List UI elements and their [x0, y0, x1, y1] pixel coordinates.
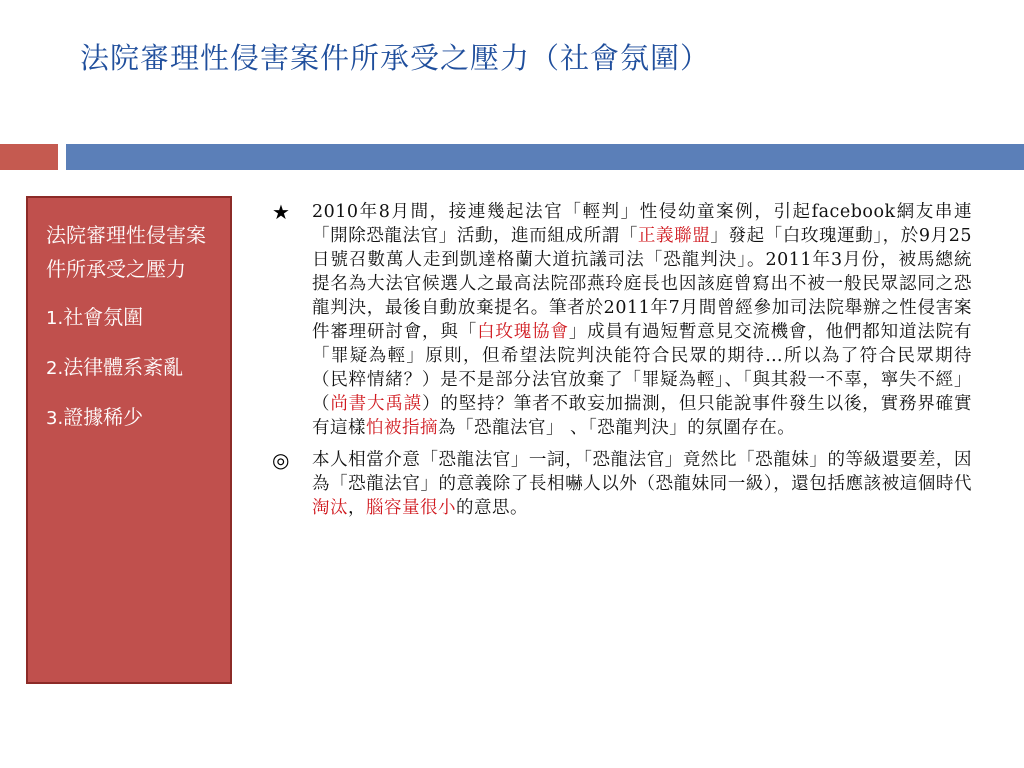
sidebar-item-number: 2. — [46, 358, 64, 379]
highlight-text: 淘汰 — [312, 498, 348, 518]
text-segment: ）的堅持？筆者不敢妄加揣測，但只能說事件發生以後，實務界確實有這樣 — [312, 394, 973, 438]
highlight-text: 尚書大禹謨 — [330, 394, 423, 414]
accent-bar-blue — [66, 144, 1024, 170]
sidebar-item-label: 法律體系紊亂 — [63, 355, 184, 379]
sidebar-item-1 — [46, 300, 216, 336]
text-segment: 為「恐龍法官」 、「恐龍判決」的氛圍存在。 — [438, 418, 796, 438]
text-segment: 本人相當介意「恐龍法官」一詞，「恐龍法官」竟然比「恐龍妹」的等級還要差，因為「恐龍法官」的意義除了長相嚇人以外（恐龍妹同一級），還包括應該被這個時代 — [312, 450, 972, 494]
text-segment: 的意思。 — [456, 498, 528, 518]
sidebar-item-number: 1. — [46, 308, 64, 329]
accent-bar-red — [0, 144, 58, 170]
highlight-text: 白玫瑰協會 — [477, 322, 569, 342]
bullet-paragraph-1 — [272, 200, 972, 440]
content-area — [272, 200, 972, 528]
slide-title: 法院審理性侵害案件所承受之壓力（社會氛圍） — [80, 41, 711, 75]
sidebar-item-3 — [46, 400, 216, 436]
highlight-text: 腦容量很小 — [366, 498, 456, 518]
paragraph-text — [312, 448, 972, 520]
sidebar-item-2 — [46, 350, 216, 386]
text-segment: ， — [348, 498, 366, 518]
highlight-text: 正義聯盟 — [637, 226, 711, 246]
sidebar-panel — [26, 196, 232, 684]
sidebar-heading: 法院審理性侵害案件所承受之壓力 — [46, 223, 206, 281]
sidebar-item-number: 3. — [46, 408, 64, 429]
paragraph-text — [312, 200, 972, 440]
bullet-paragraph-2 — [272, 448, 972, 520]
text-segment: 」發起「白玫瑰運動」，於9月25日號召數萬人走到凱達格蘭大道抗議司法「恐龍判決」。2011年3月份，被馬總統提名為大法官候選人之最高法院邵燕玲庭長也因該庭曾寫出不被一般民眾認同之恐龍判決，最後自動放棄提名。筆者於2011年7月間曾經參加司法院舉辦之性侵害案件審理研討會，與「 — [312, 226, 973, 342]
text-segment: 2010年8月間，接連幾起法官「輕判」性侵幼童案例，引起facebook網友串連「開除恐龍法官」活動，進而組成所謂「 — [312, 202, 972, 246]
double-circle-icon: ◎ — [272, 448, 290, 472]
sidebar-item-label: 證據稀少 — [63, 405, 144, 429]
star-icon: ★ — [272, 200, 290, 224]
highlight-text: 怕被指摘 — [366, 418, 438, 438]
text-segment: 」成員有過短暫意見交流機會，他們都知道法院有「罪疑為輕」原則，但希望法院判決能符合民眾的期待…所以為了符合民眾期待（民粹情緒？）是不是部分法官放棄了「罪疑為輕」、「與其殺一不辜，寧失不經」（ — [312, 322, 973, 414]
sidebar-item-label: 社會氛圍 — [63, 305, 144, 329]
